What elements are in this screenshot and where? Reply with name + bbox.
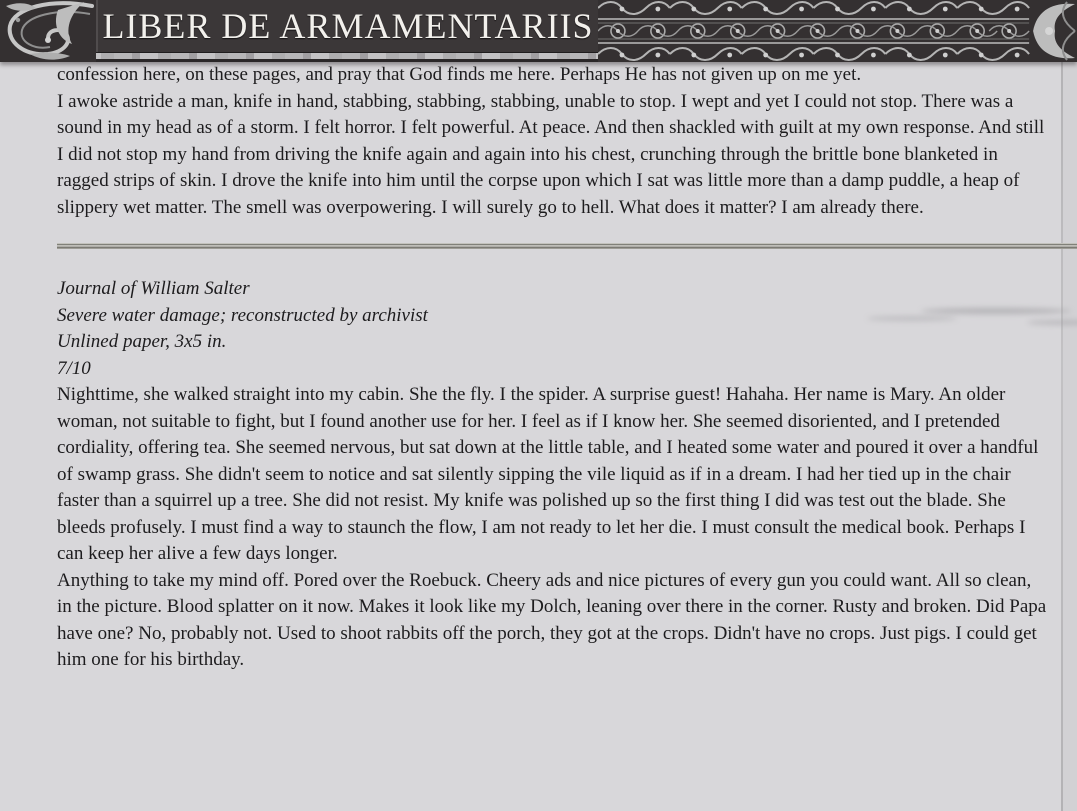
page-title: LIBER DE ARMAMENTARIIS [102,6,594,46]
engraving-acanthus-left-icon [0,0,96,62]
provenance-line: 7/10 [57,357,91,379]
journal-paragraph: Anything to take my mind off. Pored over the Roebuck. Cheery ads and nice pictures of every gun you could want. All so clean, in the picture. Blood splatter on it now. Makes it look like my Dolch, leaning over there in the corner. Rusty and broken. Did Papa have one? No, probably not. Used to shoot rabbits off the porch, they got at the crops. Didn't have no crops. Just pigs. I could get him one for his birthday. [57,569,1047,670]
journal-paragraph: Nighttime, she walked straight into my cabin. She the fly. I the spider. A surprise guest! Hahaha. Her name is Mary. An older woman, not suitable to fight, but I found another use for her. I feel as if I know her. She seemed disoriented, and I pretended cordiality, offering tea. She seemed nervous, but sat down at the little table, and I heated some water and poured it over a handful of swamp grass. She didn't seem to notice and sat silently sipping the vile liquid as if in a dream. I had her tied up in the chair faster than a squirrel up a tree. She did not resist. My knife was polished up so the first thing I did was test out the blade. She bleeds profusely. I must find a way to staunch the flow, I am not ready to let her die. I must consult the medical book. Perhaps I can keep her alive a few days longer. [57,384,1039,564]
journal-clipped-line: confession here, on these pages, and pray that God finds me here. Perhaps He has not given up on me yet. [57,64,862,85]
archivist-provenance-block [57,276,1049,382]
provenance-line: Unlined paper, 3x5 in. [57,331,227,352]
lore-book-header [0,0,1077,62]
section-divider-rule [57,243,1077,249]
lore-page [0,62,1077,811]
provenance-line: Severe water damage; reconstructed by archivist [57,304,428,326]
provenance-line: Journal of William Salter [57,278,250,299]
journal-paragraph: I awoke astride a man, knife in hand, stabbing, stabbing, stabbing, unable to stop. I wept and yet I could not stop. There was a sound in my head as of a storm. I felt horror. I felt powerful. At peace. And then shackled with guilt at my own response. And still I did not stop my hand from driving the knife again and again into his chest, crunching through the brittle bone blanketed in ragged strips of skin. I drove the knife into him until the corpse upon which I sat was little more than a damp puddle, a heap of slippery wet matter. The smell was overpowering. I will surely go to hell. What does it matter? I am already there. [57,90,1045,218]
journal-text-scroll-area[interactable] [0,62,1077,674]
engraving-filigree-band-icon [598,0,1077,62]
title-plate [96,0,598,52]
